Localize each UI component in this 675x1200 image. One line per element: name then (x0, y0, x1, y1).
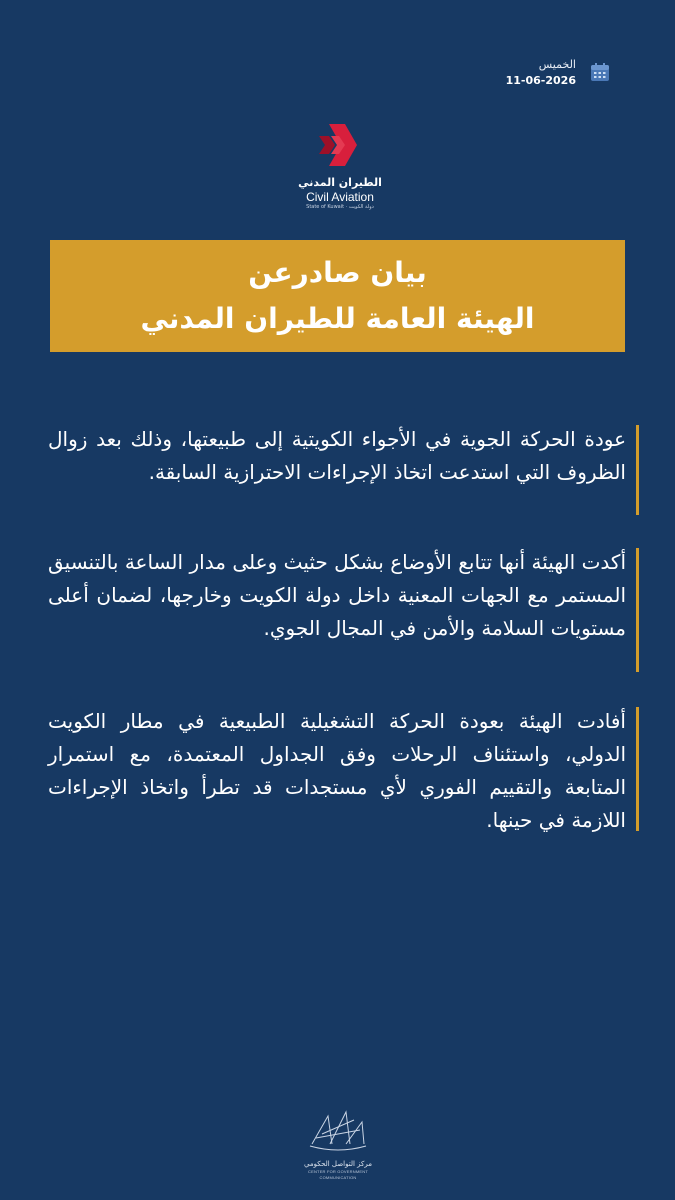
footer-arabic-name: مركز التواصل الحكومي (304, 1160, 372, 1168)
date-value: 11-06-2026 (505, 74, 576, 87)
paragraph-1: عودة الحركة الجوية في الأجواء الكويتية إلى طبيعتها، وذلك بعد زوال الظروف التي استدعت اتخاذ الإجراءات الاحترازية السابقة. (48, 427, 626, 484)
logo-subtitle-en: State of Kuwait (306, 204, 345, 210)
date-block (490, 58, 610, 94)
title-line-2: الهيئة العامة للطيران المدني (140, 302, 535, 335)
logo-english-name: Civil Aviation (306, 190, 374, 204)
civil-aviation-logo (290, 124, 390, 220)
dhow-sail-icon (302, 1108, 374, 1158)
calendar-icon (590, 62, 610, 82)
title-line-1: بيان صادرعن (248, 256, 427, 289)
date-day: الخميس (538, 58, 576, 71)
logo-subtitle: State of Kuwait · دولة الكويت (306, 204, 374, 210)
logo-arabic-name: الطيران المدني (298, 176, 382, 189)
paragraph-accent-bar (636, 707, 639, 831)
paragraph-accent-bar (636, 548, 639, 672)
chevron-logo-icon (317, 124, 363, 166)
statement-title-banner (50, 240, 625, 352)
paragraph-3: أفادت الهيئة بعودة الحركة التشغيلية الطبيعية في مطار الكويت الدولي، واستئناف الرحلات وفق الجداول المعتمدة، مع استمرار المتابعة والتقييم الفوري لأي مستجدات قد تطرأ واتخاذ الإجراءات اللازمة في حينها. (48, 709, 626, 832)
logo-subtitle-ar: دولة الكويت (348, 204, 374, 210)
date-text (506, 58, 576, 88)
paragraph-accent-bar (636, 425, 639, 515)
government-communication-logo (298, 1108, 378, 1188)
footer-english-name: CENTER FOR GOVERNMENT COMMUNICATION (308, 1169, 368, 1180)
paragraph-2: أكدت الهيئة أنها تتابع الأوضاع بشكل حثيث وعلى مدار الساعة بالتنسيق المستمر مع الجهات المعنية داخل دولة الكويت وخارجها، لضمان أعلى مستويات السلامة والأمن في المجال الجوي. (48, 550, 626, 640)
